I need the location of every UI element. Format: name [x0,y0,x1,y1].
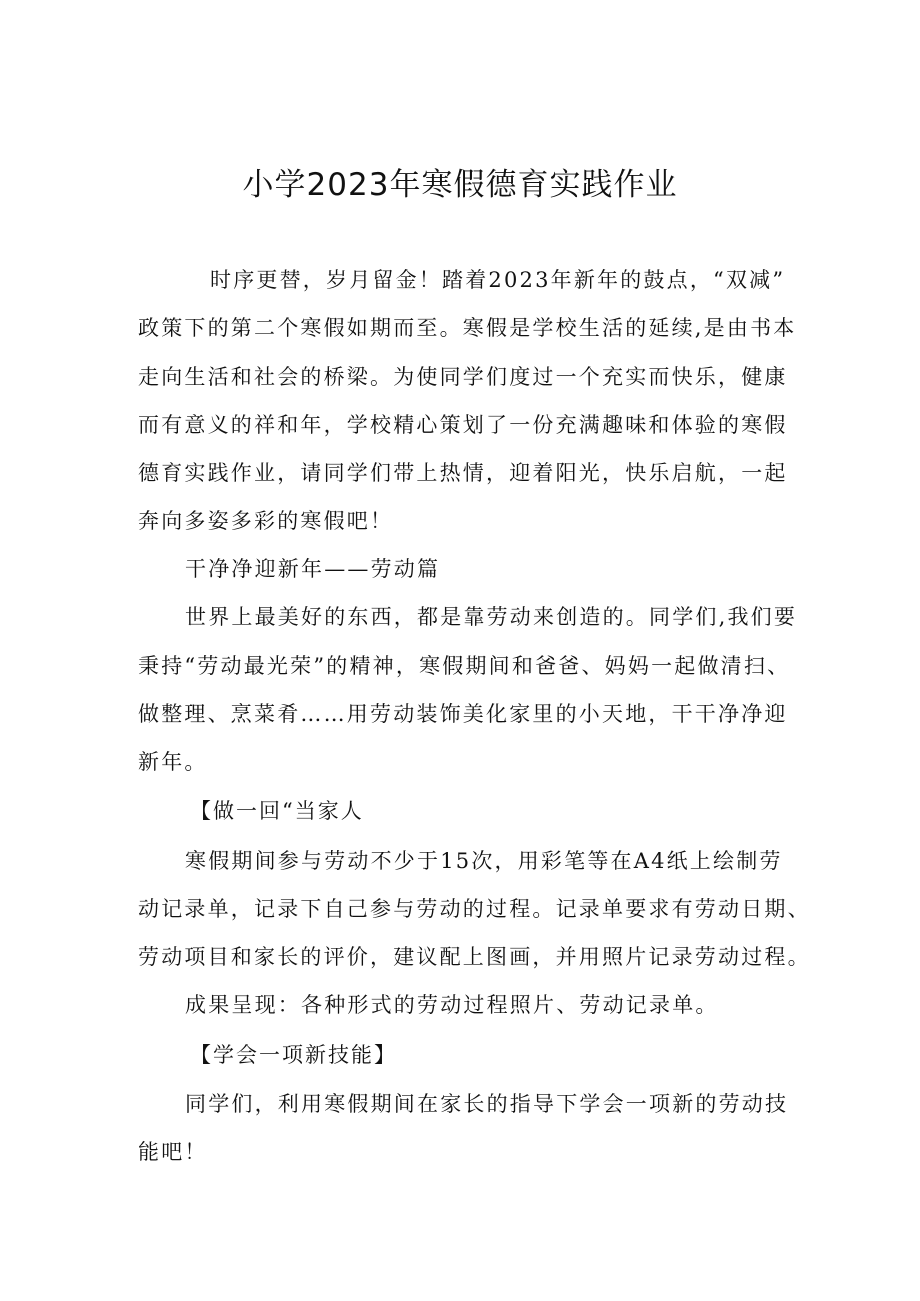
intro-line-3: 走向生活和社会的桥梁。为使同学们度过一个充实而快乐，健康 [138,365,788,389]
intro-line-5: 德育实践作业，请同学们带上热情，迎着阳光，快乐启航，一起 [138,461,788,485]
document-title: 小学2023年寒假德育实践作业 [242,167,678,203]
task1-line-1: 寒假期间参与劳动不少于15次，用彩笔等在A4纸上绘制劳 [185,849,783,873]
task1-heading: 【做一回“当家人 [190,799,364,823]
section-intro-line-2: 秉持“劳动最光荣”的精神，寒假期间和爸爸、妈妈一起做清扫、 [138,654,791,678]
task1-line-2: 动记录单，记录下自己参与劳动的过程。记录单要求有劳动日期、 [138,897,811,921]
task2-line-1: 同学们，利用寒假期间在家长的指导下学会一项新的劳动技 [185,1092,789,1116]
section-intro-line-1: 世界上最美好的东西，都是靠劳动来创造的。同学们,我们要 [185,605,798,629]
section-intro-line-3: 做整理、烹菜肴……用劳动装饰美化家里的小天地，干干净净迎 [138,702,788,726]
intro-line-2: 政策下的第二个寒假如期而至。寒假是学校生活的延续,是由书本 [138,316,797,340]
task2-line-2: 能吧！ [138,1140,208,1164]
intro-line-1: 时序更替，岁月留金！踏着2023年新年的鼓点，“双减” [210,268,786,292]
task2-heading: 【学会一项新技能】 [190,1043,397,1067]
task1-line-3: 劳动项目和家长的评价，建议配上图画，并用照片记录劳动过程。 [138,945,811,969]
intro-line-4: 而有意义的祥和年，学校精心策划了一份充满趣味和体验的寒假 [138,413,788,437]
section-intro-line-4: 新年。 [138,750,208,774]
intro-line-6: 奔向多姿多彩的寒假吧！ [138,509,394,533]
task1-result: 成果呈现：各种形式的劳动过程照片、劳动记录单。 [185,993,719,1017]
section-heading: 干净净迎新年——劳动篇 [185,557,441,581]
